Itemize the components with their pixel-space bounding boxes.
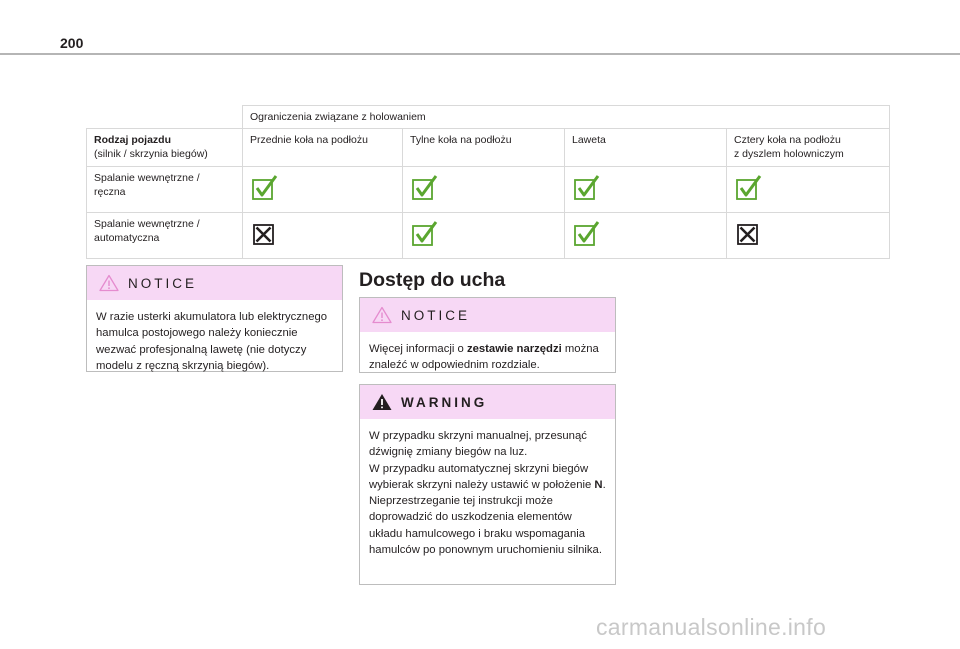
allowed-check-icon bbox=[572, 173, 602, 203]
warning-text-part: . bbox=[602, 478, 606, 491]
row-header-cell bbox=[87, 129, 243, 167]
row-label-automatic: Spalanie wewnętrzne / automatyczna bbox=[87, 213, 243, 259]
notice-text-part: Więcej informacji o bbox=[369, 343, 467, 355]
towing-restrictions-table bbox=[86, 105, 890, 259]
table-cell bbox=[403, 213, 565, 259]
row-header-subtitle: (silnik / skrzynia biegów) bbox=[94, 148, 208, 160]
column-header-flatbed: Laweta bbox=[565, 129, 727, 167]
table-cell bbox=[565, 167, 727, 213]
section-title: Dostęp do ucha bbox=[359, 269, 506, 291]
page-number: 200 bbox=[60, 35, 84, 51]
notice-text: W razie usterki akumulatora lub elektrycznego hamulca postojowego należy koniecznie wezwać profesjonalną lawetę (nie dotyczy modelu z ręczną skrzynią biegów). bbox=[96, 311, 328, 372]
table-cell bbox=[727, 213, 890, 259]
warning-line: W przypadku skrzyni manualnej, przesunąć dźwignię zmiany biegów na luz. bbox=[369, 430, 587, 459]
forbidden-cross-icon bbox=[734, 219, 764, 249]
warning-triangle-icon bbox=[372, 393, 392, 411]
warning-header bbox=[360, 385, 615, 419]
notice-text-part: można znaleźć w odpowiednim rozdziale. bbox=[369, 343, 599, 372]
table-cell bbox=[403, 167, 565, 213]
warning-text-emphasis: N bbox=[594, 478, 603, 491]
header-rule bbox=[0, 53, 960, 55]
table-corner-cell bbox=[87, 106, 243, 129]
warning-label: WARNING bbox=[401, 394, 488, 410]
allowed-check-icon bbox=[572, 219, 602, 249]
notice-text-emphasis: zestawie narzędzi bbox=[466, 343, 562, 355]
notice-triangle-icon bbox=[372, 306, 392, 324]
warning-line bbox=[369, 461, 606, 494]
table-caption: Ograniczenia związane z holowaniem bbox=[243, 106, 890, 129]
notice-triangle-icon bbox=[99, 274, 119, 292]
notice-label: NOTICE bbox=[401, 307, 471, 323]
notice-box-tools bbox=[359, 297, 616, 373]
notice-label: NOTICE bbox=[128, 275, 198, 291]
column-header-front: Przednie koła na podłożu bbox=[243, 129, 403, 167]
row-header-title: Rodzaj pojazdu bbox=[94, 134, 171, 146]
notice-box-battery bbox=[86, 265, 343, 372]
column-header-four-wheels: Cztery koła na podłożu z dyszlem holowniczym bbox=[727, 129, 890, 167]
allowed-check-icon bbox=[734, 173, 764, 203]
allowed-check-icon bbox=[410, 173, 440, 203]
notice-text bbox=[360, 332, 615, 382]
warning-box bbox=[359, 384, 616, 585]
warning-text-part: W przypadku automatycznej skrzyni biegów wybierak skrzyni należy ustawić w położenie bbox=[369, 462, 592, 491]
table-cell bbox=[565, 213, 727, 259]
warning-line: Nieprzestrzeganie tej instrukcji może doprowadzić do uszkodzenia elementów układu hamulcowego i braku wspomagania hamulców po ponownym uruchomieniu silnika. bbox=[369, 495, 602, 557]
warning-text bbox=[360, 419, 615, 566]
notice-header bbox=[87, 266, 342, 300]
forbidden-cross-icon bbox=[250, 219, 280, 249]
allowed-check-icon bbox=[410, 219, 440, 249]
table-cell bbox=[243, 213, 403, 259]
allowed-check-icon bbox=[250, 173, 280, 203]
table-cell bbox=[727, 167, 890, 213]
watermark: carmanualsonline.info bbox=[596, 614, 827, 640]
row-label-manual: Spalanie wewnętrzne / ręczna bbox=[87, 167, 243, 213]
table-cell bbox=[243, 167, 403, 213]
notice-header bbox=[360, 298, 615, 332]
column-header-rear: Tylne koła na podłożu bbox=[403, 129, 565, 167]
